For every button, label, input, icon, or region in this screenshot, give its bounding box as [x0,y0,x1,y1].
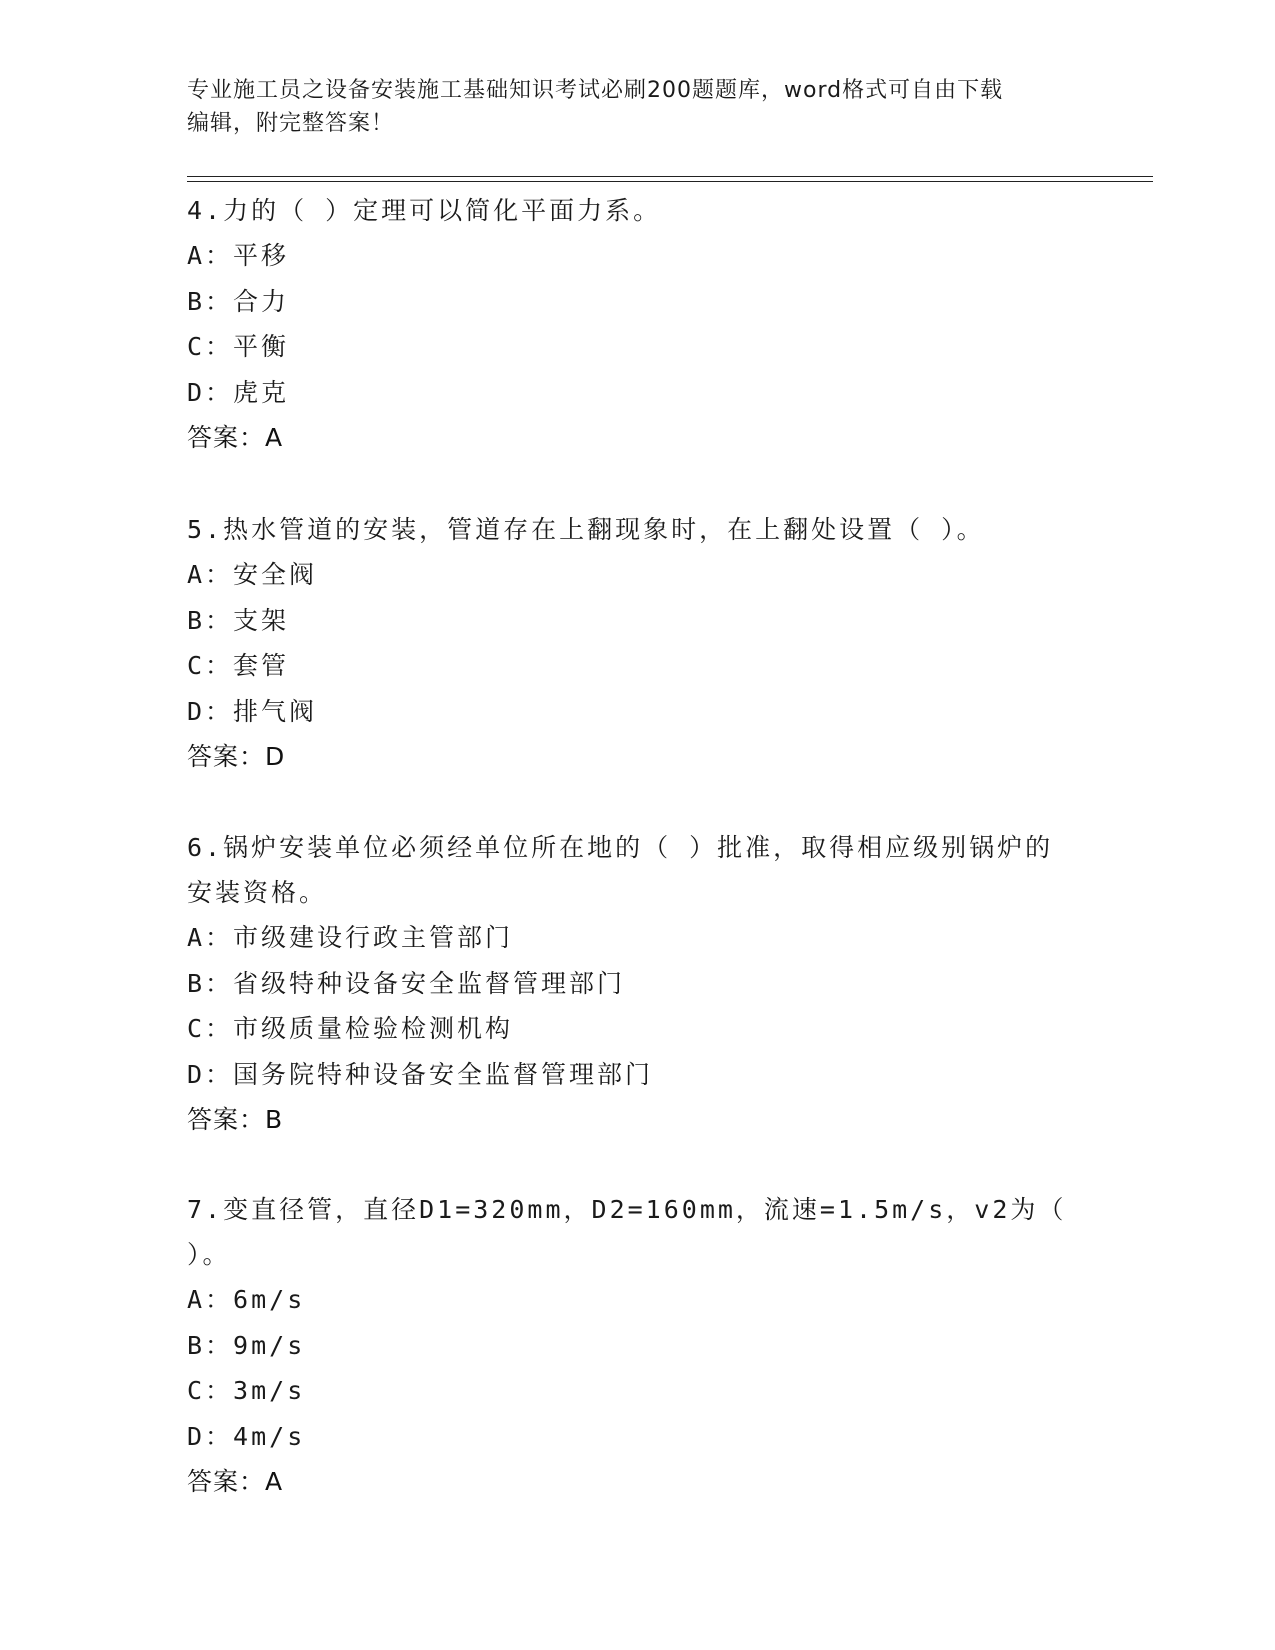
question-stem-continued: 安装资格。 [187,878,328,907]
option-d: D：虎克 [187,377,290,407]
question-7 [187,1187,1087,1504]
question-4 [187,188,1087,460]
option-c: C：3m/s [187,1376,306,1405]
document-header [187,74,1067,140]
option-b: B：合力 [187,286,290,316]
header-line-2: 编辑，附完整答案！ [187,111,395,136]
question-stem: 4.力的（ ）定理可以简化平面力系。 [187,196,662,225]
option-d: D：4m/s [187,1421,306,1451]
option-a: A：平移 [187,241,290,270]
answer-label: 答案：A [187,1467,284,1496]
option-a: A：市级建设行政主管部门 [187,923,514,952]
question-stem: 5.热水管道的安装，管道存在上翻现象时，在上翻处设置（ ）。 [187,515,985,544]
option-d: D：排气阀 [187,696,318,726]
answer-label: 答案：D [187,742,286,771]
question-5 [187,507,1087,779]
option-c: C：套管 [187,651,290,680]
option-d: D：国务院特种设备安全监督管理部门 [187,1059,654,1089]
option-a: A：安全阀 [187,560,318,589]
option-b: B：9m/s [187,1330,306,1360]
option-c: C：市级质量检验检测机构 [187,1014,514,1043]
question-stem: 6.锅炉安装单位必须经单位所在地的（ ）批准，取得相应级别锅炉的 [187,833,1054,862]
option-a: A：6m/s [187,1285,306,1314]
question-stem: 7.变直径管，直径D1=320mm，D2=160mm，流速=1.5m/s，v2为（ ）。 [187,1195,1067,1269]
answer-label: 答案：B [187,1105,284,1134]
option-c: C：平衡 [187,332,290,361]
header-divider-top [187,176,1153,177]
option-b: B：省级特种设备安全监督管理部门 [187,968,626,998]
header-line-1: 专业施工员之设备安装施工基础知识考试必刷200题题库，word格式可自由下载 [187,78,1004,103]
answer-label: 答案：A [187,423,284,452]
question-6 [187,825,1087,1142]
option-b: B：支架 [187,605,290,635]
header-divider-bottom [187,181,1153,182]
